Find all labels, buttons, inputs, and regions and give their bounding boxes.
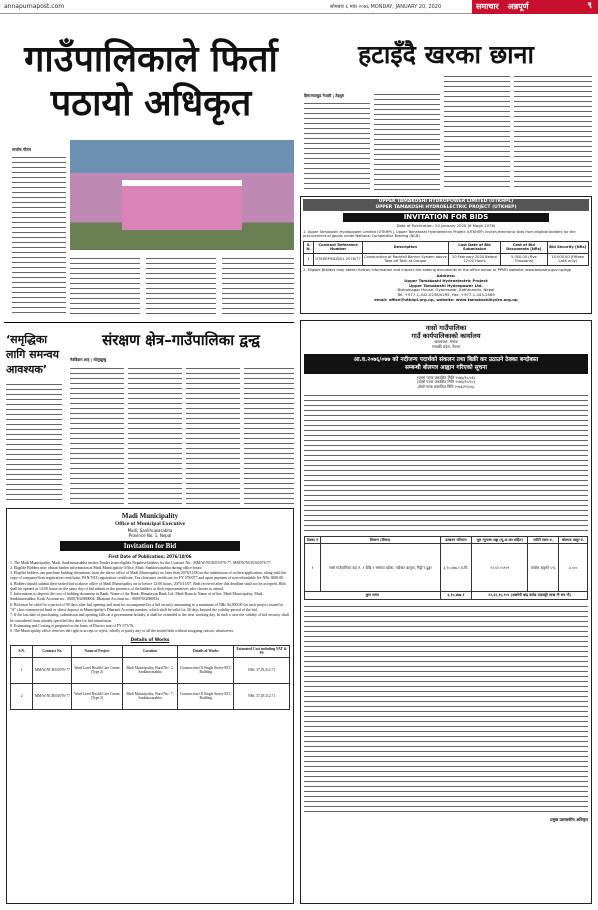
table-cell: MM/W/NCB/03/076-77 (33, 657, 72, 683)
table-cell: ३,१०,४७७.१ घ.मि. (440, 544, 472, 592)
table-cell: Construction Of Single Storey RCC Building (178, 683, 234, 709)
madi-item: 5. Information to deposit the cost of bidding document in Bank: Name of the Bank: Himalayan Bank Ltd. Madi Branch; Name of office: Madi Municipality, Madi, Sankhuwasabha; Kosh Account no.: 06007632080004; Dharauti Account no.: 06007632080034 (10, 592, 264, 602)
nasho-office3: खराबजार, मनाङ (434, 339, 458, 345)
column-header: Details of Works (178, 645, 234, 657)
column-header: Name of Project (72, 645, 122, 657)
section-divider (4, 322, 294, 323)
table-row (304, 253, 589, 265)
column-header: S. N. (304, 241, 314, 253)
table-cell: UTKHEP/NCB/01-2076/77 (314, 253, 363, 265)
story2-body-col2 (374, 92, 440, 191)
utkhpl-item2: 2. Eligible Bidders may obtain further information and inspect the bidding documents at the office below or PPMO website: www.bolpatra.gov.np/egp (303, 267, 572, 272)
nasho-title-line1: आ.व.२०७६/०७७ को नदीजन्य पदार्थको संकलन तथा बिक्री कर उठाउने ठेक्का बन्दोबस्त (353, 356, 539, 363)
table-cell: Construction Of Single Storey RCC Building (178, 657, 234, 683)
utkhpl-address (303, 274, 589, 302)
table-header-row (305, 536, 588, 543)
nasho-office1: नासो गाउँपालिका (425, 324, 467, 332)
column-header: Estimated Cost including VAT & PS (234, 645, 290, 657)
total-label: कुल जम्मा (305, 592, 441, 599)
table-cell: MM/W/NCB/04/076-77 (33, 683, 72, 709)
story3-headline (6, 332, 62, 377)
column-header: Cost of Bid Documents [NRs] (501, 241, 547, 253)
address-line[interactable]: email: office@utkhpl.org.np, website: www.tamakoshihydro.org.np (374, 296, 518, 302)
column-header: उत्खनन परिमाण (440, 536, 472, 543)
table-cell: Construction of Rockfall Barrier System above Take off Tank at Gongar (364, 254, 447, 264)
table-cell: 1 (304, 253, 314, 265)
madi-location: Madi, Sankhuwasabha (127, 527, 173, 533)
madi-works-table (10, 645, 290, 710)
site-url[interactable]: annapurnapost.com (4, 3, 65, 10)
utkhpl-company1: UPPER TAMAKOSHI HYDROPOWER LIMITED (UTKHPL) (303, 199, 589, 205)
nasho-notice (300, 320, 592, 904)
madi-name: Madi Municipality (121, 512, 179, 520)
table-cell: Madi Municipality, Ward No:- 2, Sankhuwasabha (122, 657, 178, 683)
nasho-pub1: (प्रथम पटक प्रकाशित मिति २०७६/१०/०६) (416, 374, 476, 380)
total-volume: ३,१०,४७७.१ (440, 592, 472, 599)
column-header: S.N. (11, 645, 33, 657)
utkhpl-item1: 1. Upper Tamakoshi Hydropower Limited (UTKHPL), Upper Tamakoshi Hydroelectric Project (UTKHEP) invites electronic bids from eligible bidders for the procurement of goods under National Competitive Bidding (NCB) (303, 229, 576, 239)
table-cell: ३,००० (559, 544, 588, 592)
nasho-table (304, 536, 588, 600)
table-header-row (304, 241, 589, 253)
table-cell: 15,000.00 (Fifteen Lakh only) (547, 253, 588, 265)
address-label: Address: (436, 273, 456, 279)
table-cell: नासो गाउँपालिका वडा नं. १ देखि ९ सम्मका खोला, नदीबाट बालुवा, गिट्टी र ढुङ्गा (320, 544, 440, 592)
story2-body-col1 (304, 101, 370, 191)
madi-item: 7. If the last date of purchasing, submission and opening falls on a government holiday, it shall be extended to the next working day. In such a case the validity of bid security shall be considered from already specified last date for bid submission. (10, 613, 289, 623)
address-line: Bishalnagar House, Gyaneswor, Kathmandu, Nepal (397, 287, 495, 293)
story2-body-col3 (444, 74, 510, 191)
nasho-pub2: (दोस्रो पटक प्रकाशित मिति २०७६/१०/२०) (417, 379, 475, 385)
utkhpl-date: Date of Publication: 20 January 2020 (6 Magh 2076) (396, 223, 496, 228)
story3-headline-line2: लागि समन्वय (6, 348, 59, 361)
masthead-title: अन्नपूर्ण (507, 2, 529, 11)
table-cell: १२,६१,१५९०९ (472, 544, 528, 592)
story1-body-col4 (222, 256, 294, 318)
table-row (11, 657, 290, 683)
story2-headline: हटाइँदै खरका छाना (357, 40, 534, 69)
page-number: ९ (587, 1, 592, 11)
story4-body-col2 (128, 366, 182, 504)
table-header-row (11, 645, 290, 657)
nasho-conditions-text (304, 604, 588, 814)
address-line: Upper Tamakoshi Hydropower Ltd. (409, 282, 483, 288)
column-header: Description (362, 241, 448, 253)
story3-headline-line3: आवश्यक’ (6, 363, 48, 376)
table-cell: १ (305, 544, 321, 592)
story2-body-col4 (514, 74, 592, 191)
story1-body-col1 (12, 155, 66, 317)
madi-item: 3. Eligible bidders can purchase bidding documents from the above office of Madi Municipality no later than 2076/11/06 on the submission of written application, along with the copy of company/firm registration certificate, PAN/VAT registration certificate, Tax clearance certificate for FY 076/077 and upon payment of non refundable fee NRs 3000.00. (10, 571, 287, 581)
nasho-title-line2: सम्बन्धी बोलपत्र आह्वान गरिएको सूचना (405, 364, 487, 371)
column-header: Contract No. (33, 645, 72, 657)
madi-item: 9. The Municipality office reserves the right to accept or reject, wholly or partly any or all the sealed bids without assigning reason, whatsoever. (10, 629, 235, 634)
nasho-footer: प्रमुख प्रशासकीय अधिकृत (550, 816, 588, 822)
column-header: Contract Reference Number (314, 241, 363, 253)
story4-body-col1 (70, 366, 124, 504)
story4-body-col3 (186, 366, 240, 504)
madi-notice (6, 508, 294, 904)
story1-byline: सन्तोष गौतम (12, 147, 31, 152)
municipality-building-photo (70, 140, 294, 250)
column-header: मूल न्यूनतम अङ्क (मू.अ.कर सहित) (472, 536, 528, 543)
story4-body-col4 (244, 366, 294, 504)
masthead (472, 0, 598, 14)
utkhpl-bid-notice (300, 196, 592, 314)
column-header: विवरण (विषय) (320, 536, 440, 543)
table-cell: NRs. 37,29,312.71 (234, 683, 290, 709)
table-total-row (305, 592, 588, 599)
madi-details-title: Details of Works (130, 637, 170, 643)
story4-headline: संरक्षण क्षेत्र–गाउँपालिका द्वन्द्व (102, 331, 260, 349)
section-label: समाचार (476, 2, 499, 11)
utkhpl-company2: UPPER TAMAKOSHI HYDROELECTRIC PROJECT (UTKHEP) (303, 205, 589, 211)
table-cell: Madi Municipality, Ward No:- 7, Sankhuwasabha (122, 683, 178, 709)
issue-date: सोमबार ६ माघ २०७६ MONDAY, JANUARY 20, 2020 (330, 4, 442, 10)
madi-item: 4. Bidders should submit their sealed bid to above office of Madi Municipality on or before 12:00 hours, 2076/11/07. Bids received after this deadline shall not be accepted. Bids shall be opened at 14:00 hours on the same day of bid submit in the presence of the bidders or their representatives who choose to attend. (10, 581, 286, 591)
table-row (305, 544, 588, 592)
address-line: Upper Tamakoshi Hydroelectric Project (404, 277, 488, 283)
column-header: ठेक्का नं (305, 536, 321, 543)
story1-headline-line2: पठायो अधिकृत (50, 83, 252, 124)
madi-item: 8. Estimating and Costing is prepared on the basis of District rate of FY 073/76. (10, 623, 135, 628)
page-header (0, 0, 598, 14)
madi-items (10, 561, 290, 635)
story1-body-col3 (146, 256, 216, 318)
story1-headline (6, 38, 296, 132)
nasho-office4: गण्डकी प्रदेश, नेपाल (431, 343, 461, 349)
table-cell: कबोल अङ्कको ५% (528, 544, 559, 592)
building-shape (122, 180, 242, 230)
column-header: Location (122, 645, 178, 657)
column-header: Bid Security [NRs] (547, 241, 588, 253)
nasho-pub3: (तेस्रो पटक प्रकाशित मिति २०७६/११/०६) (417, 384, 475, 390)
table-row (11, 683, 290, 709)
nasho-office2: गाउँ कार्यपालिकाको कार्यालय (411, 332, 481, 341)
utkhpl-title: INVITATION FOR BIDS (343, 213, 549, 222)
madi-province: Province No. 1, Nepal (128, 532, 172, 538)
column-header: धरौटी रकम रु. (528, 536, 559, 543)
table-cell: Ward Level Health Care Center (Type 2) (72, 683, 122, 709)
table-cell: 5,000.00 (Five Thousand) (501, 253, 547, 265)
madi-title: Invitation for Bid (60, 541, 240, 551)
address-line: Tel: +977-1-442-0258/0295, Fax: +977-1-443-2569 (397, 292, 495, 298)
story2-dateline: हिमाञ्चलहुड नेपाली | तेह्रथुम (304, 93, 345, 98)
nasho-title (304, 354, 588, 374)
madi-date: First Date of Publication: 2076/10/06 (108, 553, 192, 559)
story3-headline-line1: ‘समृद्धिका (6, 333, 48, 346)
table-cell: 1 (11, 657, 33, 683)
nasho-body-text (304, 393, 588, 533)
table-cell: 20 February 2020 Before 12:00 Hours (448, 253, 500, 265)
column-header: बोलपत्र दस्तुर रु. (559, 536, 588, 543)
story4-dateline: नेत्रविक्रम शाह | सोलुखुम्बु (70, 357, 107, 362)
madi-item: 6. Bid must be valid for a period of 90 days after bid opening and must be accompanied by a bid security amounting to a minimum of NRs 94,000.00 for each project issued by "A" class commercial bank or direct deposit in Municipality's Dharauti Account number, which shall be valid for 30 days beyond the validity period of the bid. (10, 602, 284, 613)
story1-headline-line1: गाउँपालिकाले फिर्ता (24, 39, 278, 80)
madi-item: 1. The Madi Municipality, Madi, Sankhuwasabha invites Tender from eligible Nepalese bidders for the Contract No.: MM/W/NCB/03/076-77, MM/W/NCB/04/076-77. (10, 560, 272, 565)
story3-body (6, 382, 62, 502)
table-cell: NRs. 37,29,312.71 (234, 657, 290, 683)
madi-office: Office of Municipal Executive (114, 520, 186, 527)
column-header: Last Date of Bid Submission (448, 241, 500, 253)
table-cell: Ward Level Health Care Center (Type 2) (72, 657, 122, 683)
story1-body-col2 (70, 256, 140, 318)
madi-item: 2. Eligible Bidders may obtain further information at Madi Municipality Office, Madi, Sankhuwasabha during office hours. (10, 565, 203, 570)
utkhpl-table (303, 241, 589, 266)
table-cell: 2 (11, 683, 33, 709)
total-amount: १२,६१,१५,९०९ (अक्षरेपी बाह्र करोड एकसठ्ठी लाख नौ सय नौ) (472, 592, 588, 599)
